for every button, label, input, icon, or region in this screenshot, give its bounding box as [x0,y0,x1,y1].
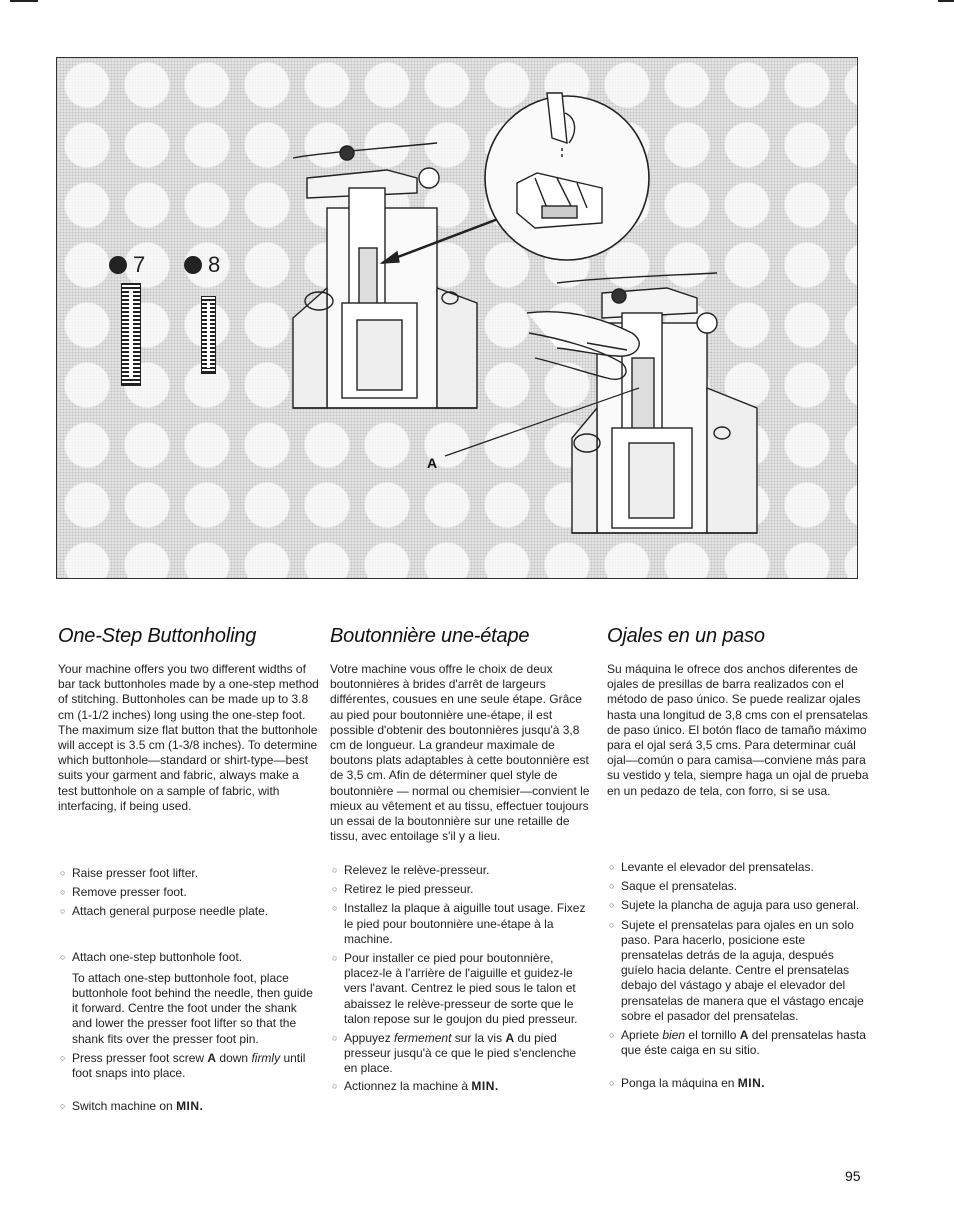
section-title-spanish: Ojales en un paso [607,625,765,647]
step-installez: ○ Installez la plaque à aiguille tout usage. Fixez le pied pour boutonnière une-étape à la machine. [332,901,586,946]
step-switch-on: ○ Switch machine on MIN. [60,1099,204,1114]
bullet-icon: ○ [60,868,66,878]
emphasis-firmly: firmly [251,1050,281,1065]
stitch-8-dot-icon [184,256,202,274]
step-press-screw: ○ Press presser foot screw A down firmly until foot snaps into place. [60,1050,306,1081]
stitch-8-buttonhole-icon [201,296,216,374]
callout-label-a: A [427,455,438,471]
step-pour-installer: ○ Pour installer ce pied pour boutonnière, placez-le à l'arrière de l'aiguille et guidez-le vers l'avant. Centrez le pied sous le talon et abaissez le relève-presseur de sorte que le talon repose sur le goujon du pied presseur. [332,951,578,1026]
emphasis-fermement: fermement [394,1031,452,1046]
step-appuyez: ○ Appuyez fermement sur la vis A du pied presseur jusqu'à ce que le pied s'enclenche en place. [332,1031,577,1076]
bullet-icon: ○ [60,906,66,917]
emphasis-bien: bien [662,1028,686,1043]
section-title-english: One-Step Buttonholing [58,625,257,647]
buttonhole-illustration [56,57,858,579]
bullet-icon: ○ [332,903,338,914]
page-number: 95 [845,1168,861,1184]
stitch-8-number: 8 [208,252,221,277]
screw-symbol: A [739,1028,749,1043]
bullet-icon: ○ [609,900,615,911]
bullet-icon: ○ [60,1101,66,1112]
min-speed-label: MIN. [176,1099,204,1114]
step-attach-foot: ○ Attach one-step buttonhole foot. To attach one-step buttonhole foot, place buttonhole foot behind the needle, then guide it forward. Centre the foot under the shank and lower the presser foot lifter so that the shank fits over the presser foot pin. [58,950,320,1047]
intro-english: Your machine offers you two different widths of bar tack buttonholes made by a one-step method of stitching. Buttonholes can be made up to 3.8 cm (1-1/2 inches) long using the one-step foot. The maximum size flat button that the buttonhole will accept is 3.5 cm (1-3/8 inches). To determine which buttonhole—standard or shirt-type—best suits your garment and fabric, always make a test buttonhole on a sample of fabric, with interfacing, if being used. [58,662,319,813]
step-retirez: ○ Retirez le pied presseur. [332,882,474,897]
bullet-icon: ○ [60,1052,66,1063]
step-saque: ○ Saque el prensatelas. [609,879,738,894]
bullet-icon: ○ [332,865,338,875]
top-right-crop-mark [938,0,954,2]
step-attach-plate: ○ Attach general purpose needle plate. [60,904,269,919]
bullet-icon: ○ [609,1030,615,1041]
step-actionnez: ○ Actionnez la machine à MIN. [332,1078,499,1093]
attach-foot-detail: To attach one-step buttonhole foot, place buttonhole foot behind the needle, then guide it forward. Centre the foot under the shank and lower the presser foot lifter so that the shank fits over the presser foot pin. [72,970,313,1046]
column-french [330,625,592,1093]
top-left-crop-mark [10,0,38,2]
step-raise-lifter: ○ Raise presser foot lifter. [60,866,199,880]
bullet-icon: ○ [609,1078,615,1089]
stitch-7-dot-icon [109,256,127,274]
steps-french [330,863,592,1094]
section-title-french: Boutonnière une-étape [330,625,530,647]
bullet-icon: ○ [332,1080,338,1091]
intro-french: Votre machine vous offre le choix de deux boutonnières à brides d'arrêt de largeurs différentes, cousues en une seule étape. Grâce au pied pour boutonnière une-étape, il est possible d'obtenir des boutonnières jusqu'à 3,8 cm de longueur. La grandeur maximale de boutons plats adaptables à cette boutonnière est de 3,5 cm. Afin de déterminer quel style de boutonnière — normal ou chemisier—convient le mieux au vêtement et au tissu, effectuer toujours un essai de la boutonnière sur une retaille de tissu, avec entoilage s'il y a lieu. [330,662,590,844]
min-speed-label: MIN. [737,1076,766,1091]
stitch-7-number: 7 [133,252,146,277]
bullet-icon: ○ [60,887,66,898]
column-spanish [607,625,869,1091]
bullet-icon: ○ [609,919,615,930]
bullet-icon: ○ [609,862,615,872]
step-sujete-prensatelas: ○ Sujete el prensatelas para ojales en un solo paso. Para hacerlo, posicione este prensatelas detrás de la aguja, después guíelo hacia delante. Centre el prensatelas debajo del vástago y abaje el elevador del prensatelas de manera que el vástago encaje sobre el pasador del prensatelas. [609,917,864,1023]
sewing-machine-drawing [57,58,857,578]
intro-spanish: Su máquina le ofrece dos anchos diferentes de ojales de presillas de barra realizados con el método de paso único. Se puede realizar ojales hasta una longitud de 3,8 cms con el prensatelas de paso único. El botón flaco de tamaño máximo para el ojal será 3,5 cms. Para determinar cuál ojal—común o para camisa—conviene más para su vestido y tela, siempre haga un ojal de prueba en un pedazo de tela, con forro, si se usa. [607,662,869,798]
bullet-icon: ○ [609,881,615,892]
step-levante: ○ Levante el elevador del prensatelas. [609,860,814,874]
step-relevez: ○ Relevez le relève-presseur. [332,863,490,877]
steps-spanish [607,860,869,1092]
step-remove-foot: ○ Remove presser foot. [60,885,187,900]
step-ponga: ○ Ponga la máquina en MIN. [609,1076,766,1091]
column-english [58,625,320,1114]
screw-symbol: A [207,1050,217,1065]
min-speed-label: MIN. [471,1078,499,1093]
bullet-icon: ○ [332,953,338,964]
step-apriete: ○ Apriete bien el tornillo A del prensatelas hasta que éste caiga en su sitio. [609,1028,866,1058]
screw-symbol: A [505,1031,515,1046]
bullet-icon: ○ [332,1033,338,1044]
steps-english [58,866,320,1114]
bullet-icon: ○ [332,884,338,895]
stitch-7-buttonhole-icon [121,283,141,386]
bullet-icon: ○ [60,951,66,962]
step-sujete-plancha: ○ Sujete la plancha de aguja para uso general. [609,898,860,913]
